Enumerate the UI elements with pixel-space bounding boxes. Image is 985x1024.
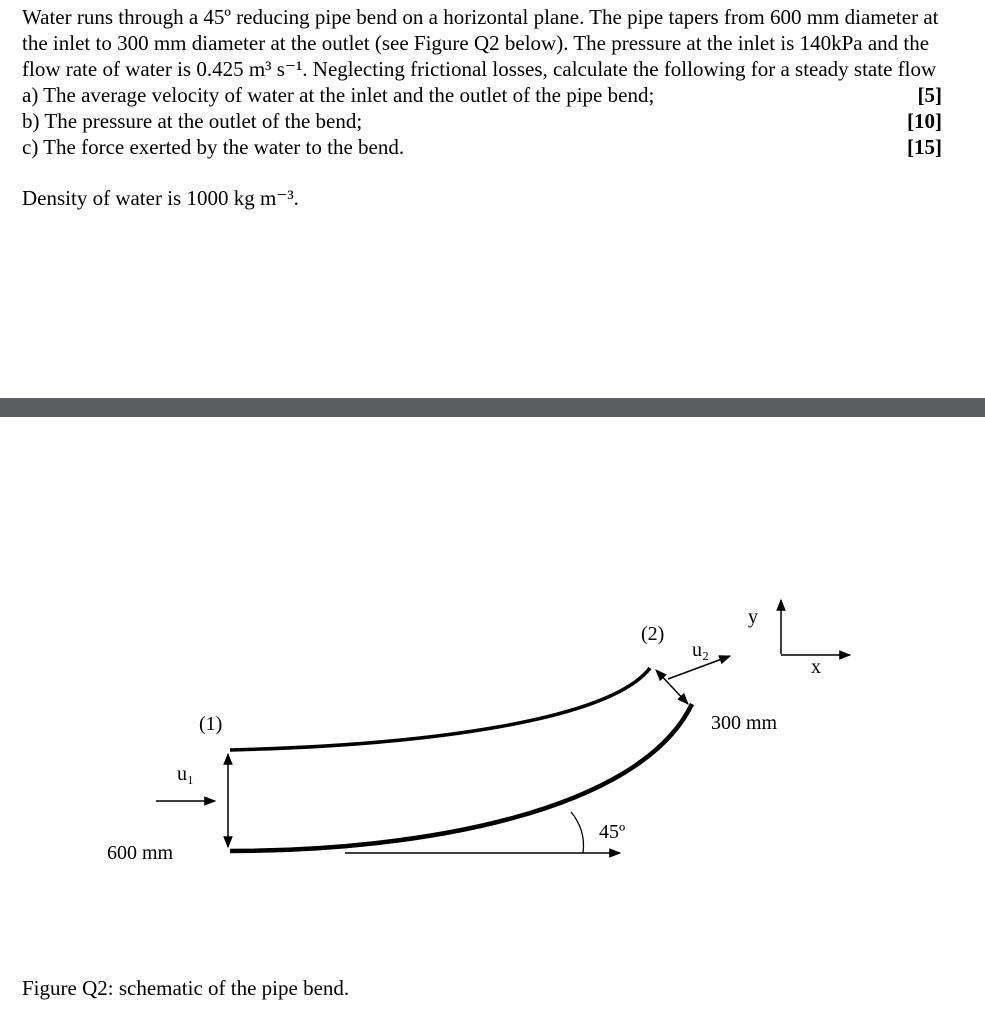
question-c-marks: [15] [907,135,942,159]
pipe-upper-wall [230,668,650,750]
inlet-section-label: (1) [199,713,223,735]
question-c-text: c) The force exerted by the water to the bend. [22,135,405,159]
density-note: Density of water is 1000 kg m⁻³. [22,186,299,210]
inlet-diameter-label: 600 mm [107,842,174,864]
outlet-diameter-arrow [656,670,688,704]
angle-arc [571,812,584,853]
figure-caption: Figure Q2: schematic of the pipe bend. [22,976,350,1000]
inlet-velocity-label: u₁ [177,763,194,785]
question-b-text: b) The pressure at the outlet of the bend; [22,109,363,133]
question-b-marks: [10] [907,109,942,133]
question-a-marks: [5] [917,83,942,107]
angle-label: 45º [599,821,626,843]
outlet-velocity-label: u₂ [692,639,709,661]
outlet-diameter-label: 300 mm [711,712,778,734]
y-axis-label: y [748,606,758,628]
problem-intro: Water runs through a 45º reducing pipe bend on a horizontal plane. The pipe tapers from 600 mm diameter at the inlet to 300 mm diameter at the outlet (see Figure Q2 below). The pressure at the inlet is 140kPa and the flow rate of water is 0.425 m³ s⁻¹. Neglecting frictional losses, calculate the following for a steady state flow [22,5,939,81]
x-axis-label: x [811,656,821,678]
question-a-text: a) The average velocity of water at the inlet and the outlet of the pipe bend; [22,83,655,107]
outlet-section-label: (2) [641,623,665,645]
